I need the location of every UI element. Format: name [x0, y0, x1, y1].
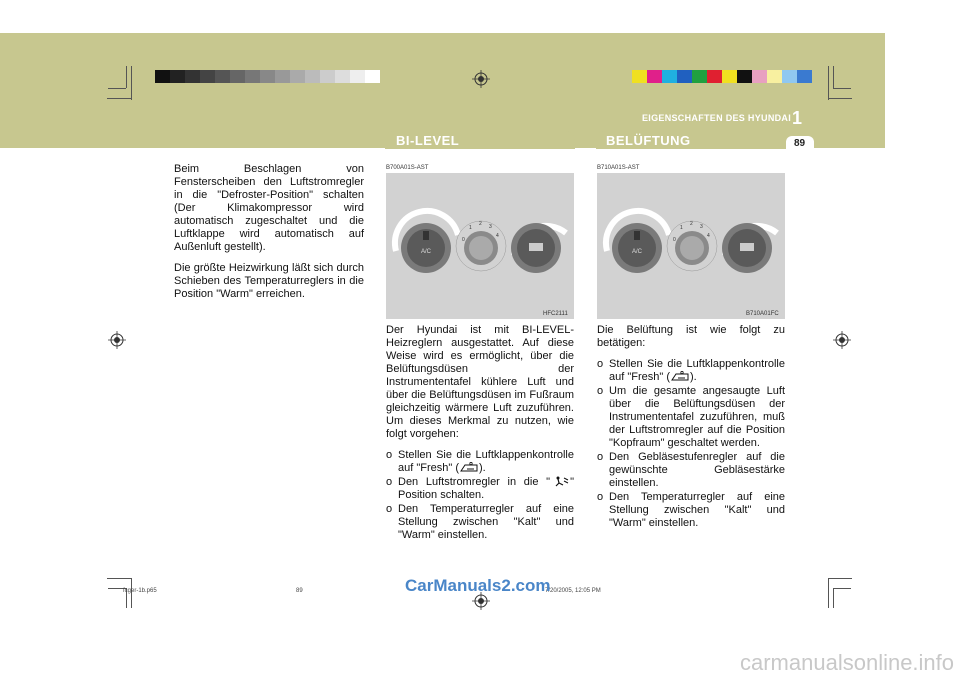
left-paragraph-1: Beim Beschlagen von Fensterscheiben den Luftstromregler in die "Defroster-Position" schalten (Der Klimakompressor wird automatisch zugeschaltet und die Luftklappe wird automatisch auf Außenluft gestellt).	[174, 163, 364, 253]
ac-label: A/C	[420, 249, 432, 255]
mode-dial	[511, 223, 566, 273]
color-bar	[632, 70, 812, 83]
list-item: o Den Luftstromregler in die " " Position schalten.	[386, 476, 574, 501]
left-paragraph-2: Die größte Heizwirkung läßt sich durch Schieben des Temperaturreglers in die Position "Warm" erreichen.	[174, 262, 364, 300]
crop-mark	[126, 66, 127, 88]
fresh-air-icon	[670, 371, 690, 382]
figure-code: HFC2111	[543, 311, 568, 317]
footer-filename: fcger-1b.p65	[123, 588, 157, 594]
footer-timestamp: 7/20/2005, 12:05 PM	[545, 588, 601, 594]
speed-label: 4	[707, 233, 710, 239]
ac-label: A/C	[631, 249, 643, 255]
list-item: o Um die gesamte angesaugte Luft über die Belüftungsdüsen der Instrumententafel zuzuführen, muß der Luftstromregler auf die Position "Kopfraum" geschaltet werden.	[597, 385, 785, 449]
ventilation-steps	[597, 358, 785, 530]
middle-column	[386, 324, 574, 543]
fan-speed-dial	[667, 221, 717, 271]
bilevel-intro: Der Hyundai ist mit BI-LEVEL-Heizreglern ausgestattet. Auf diese Weise wird es ermöglicht, über die Belüftungsdüsen der Instrumententafel kühlere Luft und über die Belüftungsdüsen im Fußraum gleichzeitig wärmere Luft zuzuführen. Um dieses Merkmal zu nutzen, wie folgt vorgehen:	[386, 324, 574, 440]
crop-mark	[828, 578, 852, 579]
speed-label: 4	[496, 233, 499, 239]
speed-label: 0	[673, 237, 676, 243]
tab-bilevel-label: BI-LEVEL	[396, 133, 460, 148]
bilevel-steps	[386, 449, 574, 542]
crop-mark	[833, 588, 851, 589]
chapter-title: EIGENSCHAFTEN DES HYUNDAI	[642, 113, 792, 123]
list-item: o Den Temperaturregler auf eine Stellung zwischen "Kalt" und "Warm" einstellen.	[386, 503, 574, 541]
speed-label: 0	[462, 237, 465, 243]
ac-dial	[606, 211, 669, 273]
crop-mark	[828, 578, 829, 608]
registration-mark-icon	[472, 70, 490, 88]
crop-mark	[828, 66, 829, 100]
speed-label: 2	[690, 221, 693, 227]
bilevel-airflow-icon	[550, 476, 570, 487]
crop-mark	[833, 88, 851, 89]
figure-code: B710A01FC	[746, 311, 779, 317]
watermark-carmanuals2[interactable]: CarManuals2.com	[405, 576, 551, 595]
left-column	[174, 163, 364, 309]
grayscale-bar	[155, 70, 380, 83]
ventilation-control-figure	[597, 173, 785, 319]
tab-belueftung-label: BELÜFTUNG	[606, 133, 691, 148]
list-item: o Den Gebläsestufenregler auf die gewünschte Gebläsestärke einstellen.	[597, 451, 785, 489]
page-number: 89	[794, 138, 806, 149]
speed-label: 2	[479, 221, 482, 227]
crop-mark	[131, 66, 132, 100]
registration-mark-icon	[108, 331, 126, 349]
fresh-air-icon	[459, 462, 479, 473]
ventilation-intro: Die Belüftung ist wie folgt zu betätigen:	[597, 324, 785, 349]
list-item: o Stellen Sie die Luftklappenkontrolle auf "Fresh" ( ).	[597, 358, 785, 383]
watermark-site[interactable]: carmanualsonline.info	[740, 650, 955, 675]
right-column	[597, 324, 785, 531]
speed-label: 3	[489, 224, 492, 230]
chapter-number: 1	[792, 108, 803, 128]
registration-mark-icon	[833, 331, 851, 349]
list-item: o Den Temperaturregler auf eine Stellung zwischen "Kalt" und "Warm" einstellen.	[597, 491, 785, 529]
speed-label: 1	[469, 225, 472, 231]
crop-mark	[833, 66, 834, 88]
crop-mark	[828, 98, 852, 99]
section-code: B710A01S-AST	[597, 165, 640, 171]
crop-mark	[833, 588, 834, 608]
bilevel-control-figure	[386, 173, 574, 319]
crop-mark	[107, 98, 131, 99]
speed-label: 1	[680, 225, 683, 231]
mode-dial	[722, 223, 777, 273]
ac-dial	[395, 211, 458, 273]
control-panel-illustration	[597, 173, 785, 319]
speed-label: 3	[700, 224, 703, 230]
footer-page: 89	[296, 588, 303, 594]
control-panel-illustration	[386, 173, 574, 319]
crop-mark	[108, 88, 126, 89]
fan-speed-dial	[456, 221, 506, 271]
list-item: o Stellen Sie die Luftklappenkontrolle auf "Fresh" ( ).	[386, 449, 574, 474]
section-code: B700A01S-AST	[386, 165, 429, 171]
crop-mark	[107, 578, 131, 579]
